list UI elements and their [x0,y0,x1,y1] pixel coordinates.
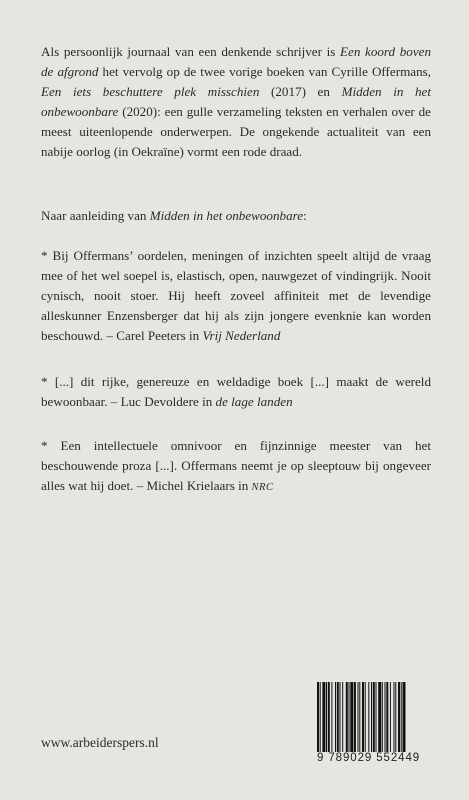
barcode-icon [316,682,434,754]
quote-text: * Een intellectuele omnivoor en fijnzinnige meester van het beschouwende proza [...]. Offermans neemt je op sleeptouw bij ongeveer alles wat hij doet. – Michel Krielaars in [41,438,431,493]
review-quote [41,246,431,346]
quotes-lead [41,206,431,226]
intro-paragraph [41,42,431,162]
previous-book-title: Midden in het onbewoonbare [41,84,432,119]
lead-text: Naar aanleiding van [41,208,150,223]
referenced-book-title: Midden in het onbewoonbare [149,208,304,223]
review-quote [41,372,431,412]
barcode [316,682,434,754]
quote-source: NRC [251,482,274,493]
previous-book-title: Een iets beschuttere plek misschien [41,84,260,99]
isbn-number: 9 789029 552449 [317,752,421,764]
lead-text: : [303,208,307,223]
quote-source: Vrij Nederland [202,328,281,343]
intro-text: (2020): een gulle verzameling teksten en verhalen over de meest uiteenlopende onderwerpen. De ongekende actualiteit van een nabije oorlog (in Oekraïne) vormt een rode draad. [41,104,431,159]
publisher-website: www.arbeiderspers.nl [41,735,159,750]
intro-text: (2017) en [259,84,342,99]
book-title: Een koord boven de afgrond [41,44,432,79]
quote-source: de lage landen [215,394,293,409]
quote-text: * [...] dit rijke, genereuze en weldadige boek [...] maakt de wereld bewoonbaar. – Luc Devoldere in [41,374,431,409]
intro-text: het vervolg op de twee vorige boeken van Cyrille Offermans, [98,64,431,79]
intro-text: Als persoonlijk journaal van een denkende schrijver is [41,44,341,59]
review-quote [41,436,431,498]
quote-text: * Bij Offermans’ oordelen, meningen of inzichten speelt altijd de vraag mee of het wel soepel is, elastisch, open, nauwgezet of vindingrijk. Nooit cynisch, nooit stoer. Hij heeft zoveel affiniteit met de levendige alleskunner Enzensberger dat hij als zijn jongere evenknie kan worden beschouwd. – Carel Peeters in [41,248,431,343]
